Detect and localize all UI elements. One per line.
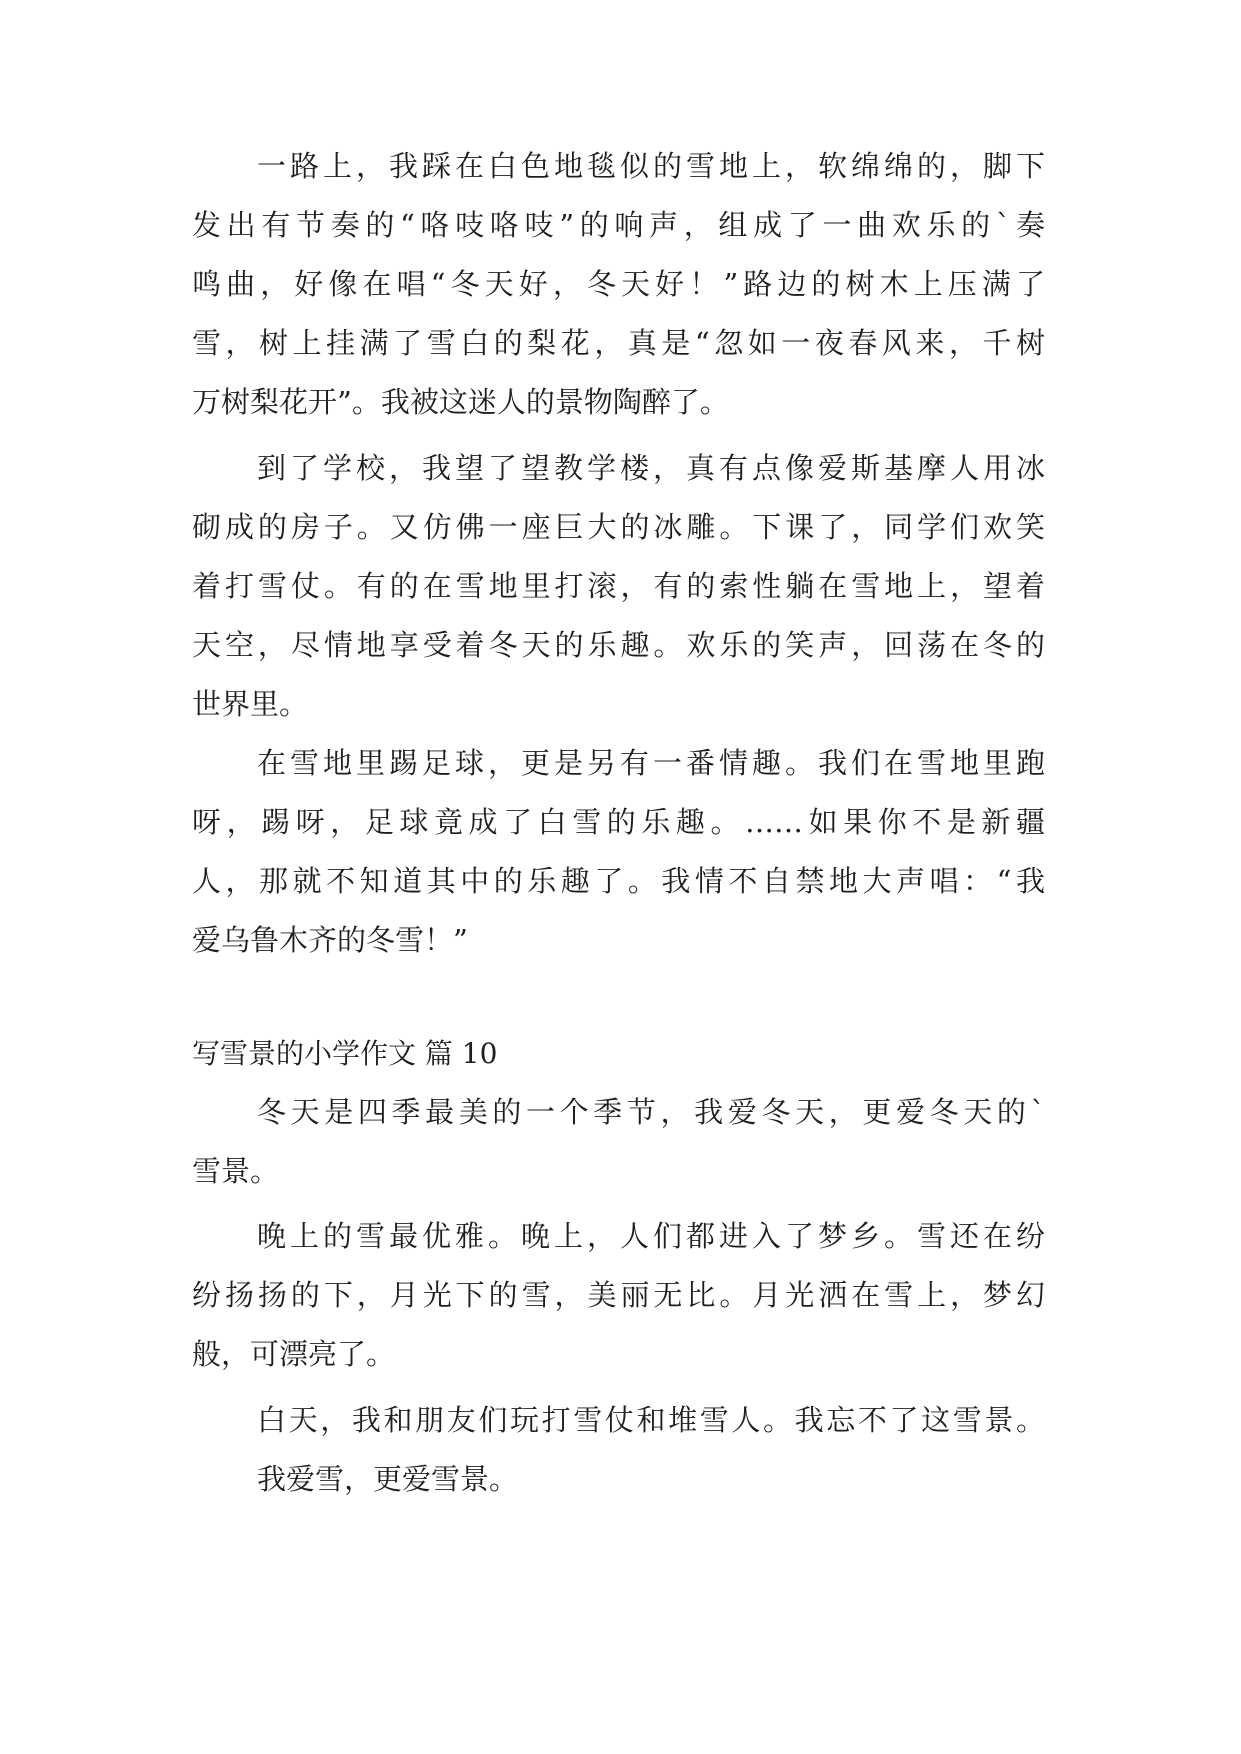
text-line: 鸣曲，好像在唱“冬天好，冬天好！”路边的树木上压满了: [192, 267, 1045, 301]
section-heading: 写雪景的小学作文 篇 10: [192, 1037, 498, 1070]
text-line: 人，那就不知道其中的乐趣了。我情不自禁地大声唱：“我: [192, 864, 1045, 898]
text-line: 纷扬扬的下，月光下的雪，美丽无比。月光洒在雪上，梦幻: [192, 1278, 1045, 1312]
text-line: 着打雪仗。有的在雪地里打滚，有的索性躺在雪地上，望着: [192, 569, 1045, 603]
text-line: 爱乌鲁木齐的冬雪！”: [192, 923, 468, 957]
text-line: 在雪地里踢足球，更是另有一番情趣。我们在雪地里跑: [257, 746, 1045, 780]
text-line: 发出有节奏的“咯吱咯吱”的响声，组成了一曲欢乐的`奏: [192, 208, 1045, 242]
text-line: 雪，树上挂满了雪白的梨花，真是“忽如一夜春风来，千树: [192, 326, 1045, 360]
text-line: 冬天是四季最美的一个季节，我爱冬天，更爱冬天的`: [257, 1095, 1045, 1129]
text-line: 天空，尽情地享受着冬天的乐趣。欢乐的笑声，回荡在冬的: [192, 628, 1045, 662]
text-line: 晚上的雪最优雅。晚上，人们都进入了梦乡。雪还在纷: [257, 1219, 1045, 1253]
text-line: 世界里。: [192, 687, 309, 721]
text-line: 我爱雪，更爱雪景。: [257, 1462, 519, 1496]
text-line: 一路上，我踩在白色地毯似的雪地上，软绵绵的，脚下: [257, 149, 1045, 183]
text-line: 呀，踢呀，足球竟成了白雪的乐趣。……如果你不是新疆: [192, 805, 1045, 839]
text-line: 般，可漂亮了。: [192, 1337, 396, 1371]
text-line: 万树梨花开”。我被这迷人的景物陶醉了。: [192, 385, 729, 419]
text-line: 到了学校，我望了望教学楼，真有点像爱斯基摩人用冰: [257, 451, 1045, 485]
text-line: 雪景。: [192, 1154, 280, 1188]
text-line: 砌成的房子。又仿佛一座巨大的冰雕。下课了，同学们欢笑: [192, 510, 1045, 544]
text-line: 白天，我和朋友们玩打雪仗和堆雪人。我忘不了这雪景。: [257, 1403, 1045, 1437]
